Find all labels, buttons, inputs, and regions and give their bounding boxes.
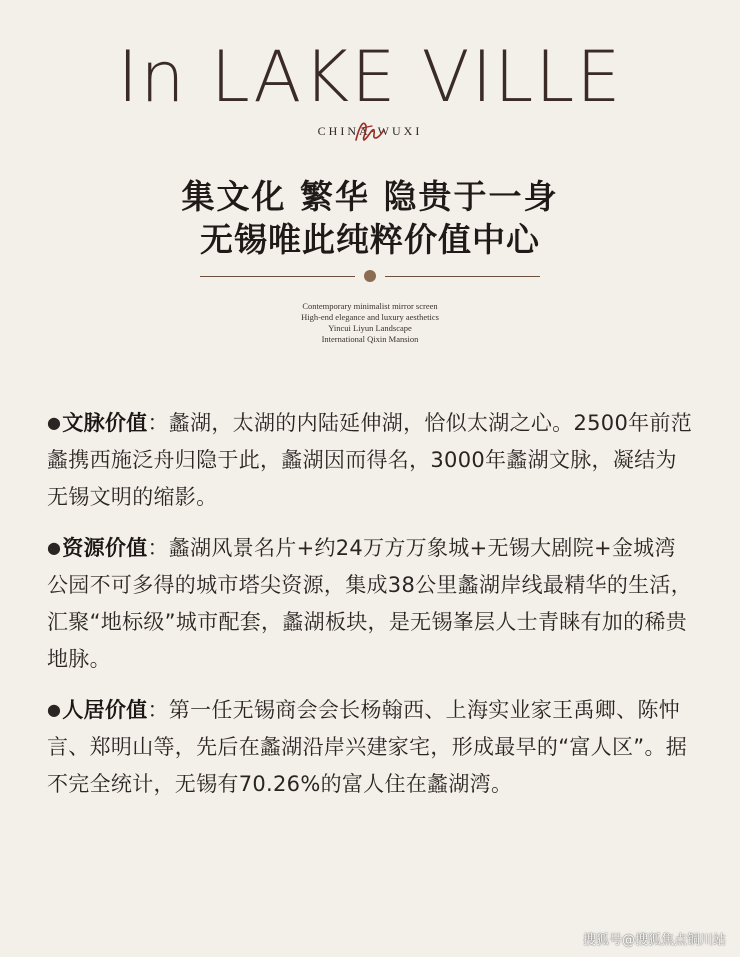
headline-line-1: 集文化 繁华 隐贵于一身 bbox=[181, 177, 559, 216]
article-body bbox=[47, 404, 697, 816]
section-text: ：蠡湖，太湖的内陆延伸湖，恰似太湖之心。2500年前范蠡携西施泛舟归隐于此，蠡湖因而得名，3000年蠡湖文脉，凝结为无锡文明的缩影。 bbox=[47, 411, 693, 509]
bullet-icon: ● bbox=[47, 700, 62, 719]
script-signature-icon bbox=[350, 116, 390, 146]
section-living bbox=[47, 691, 697, 803]
tagline-line: High-end elegance and luxury aesthetics bbox=[301, 312, 439, 322]
divider-line-left bbox=[200, 276, 355, 277]
section-label: 文脉价值 bbox=[62, 411, 148, 435]
section-culture bbox=[47, 404, 697, 516]
section-label: 人居价值 bbox=[62, 698, 148, 722]
brand-logo-title: In LAKE VILLE bbox=[117, 36, 623, 118]
section-label: 资源价值 bbox=[62, 536, 148, 560]
divider-line-right bbox=[385, 276, 540, 277]
bullet-icon: ● bbox=[47, 538, 62, 557]
tagline-line: Contemporary minimalist mirror screen bbox=[302, 301, 438, 311]
section-text: ：第一任无锡商会会长杨翰西、上海实业家王禹卿、陈忡言、郑明山等，先后在蠡湖沿岸兴建家宅，形成最早的“富人区”。据不完全统计，无锡有70.26%的富人住在蠡湖湾。 bbox=[47, 698, 688, 796]
bullet-icon: ● bbox=[47, 413, 62, 432]
tagline-line: International Qixin Mansion bbox=[321, 334, 419, 344]
english-tagline bbox=[0, 301, 740, 345]
brand-subtitle-text: CHINA·WUXI bbox=[317, 124, 423, 138]
headline-line-2: 无锡唯此纯粹价值中心 bbox=[200, 220, 540, 259]
source-watermark: 搜狐号@搜狐焦点铜川站 bbox=[582, 933, 726, 948]
ornament-divider bbox=[200, 270, 540, 282]
seal-ornament-icon bbox=[364, 270, 376, 282]
section-text: ：蠡湖风景名片+约24万方万象城+无锡大剧院+金城湾公园不可多得的城市塔尖资源，集成38公里蠡湖岸线最精华的生活，汇聚“地标级”城市配套，蠡湖板块，是无锡峯层人士青睐有加的稀贵地脉。 bbox=[47, 536, 693, 671]
section-resources bbox=[47, 529, 697, 678]
brand-logo-subtitle bbox=[318, 124, 423, 139]
tagline-line: Yincui Liyun Landscape bbox=[328, 323, 412, 333]
brand-header bbox=[0, 34, 740, 139]
